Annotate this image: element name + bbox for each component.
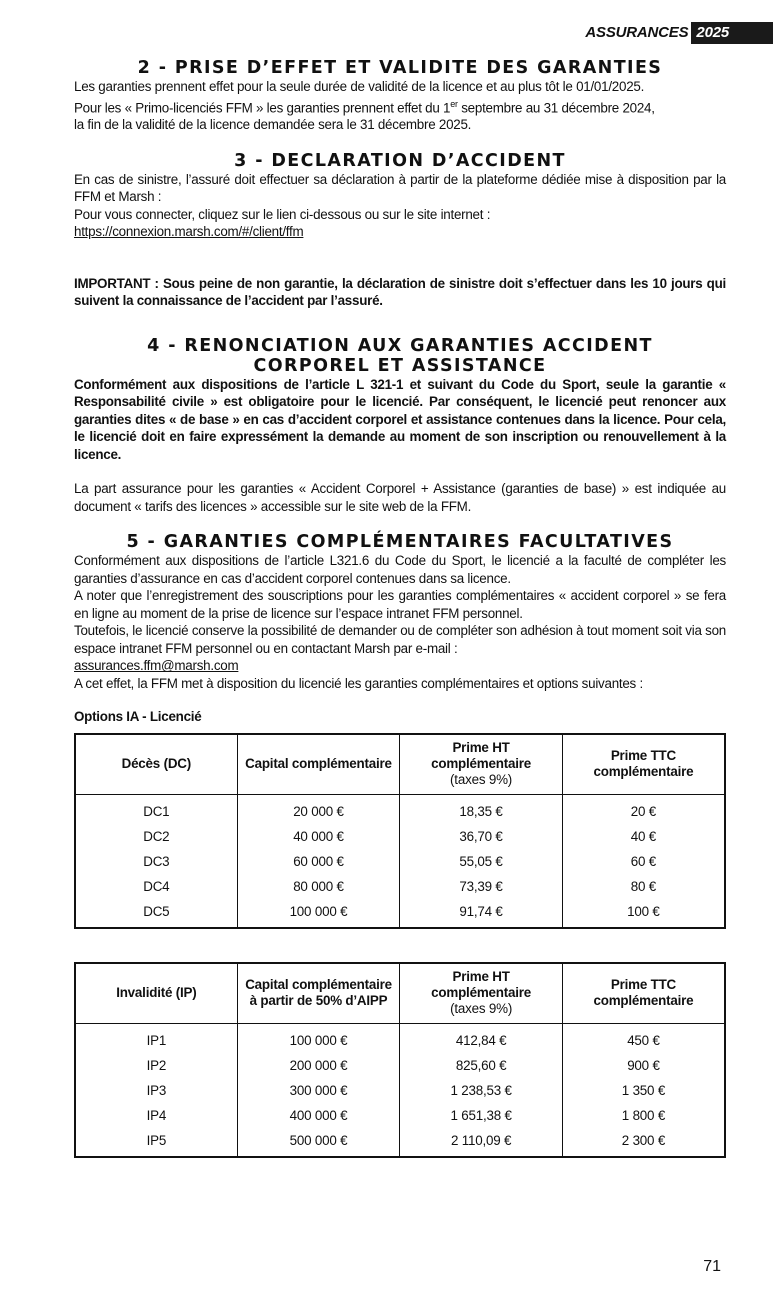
section-3-para-2: Pour vous connecter, cliquez sur le lien ci-dessous ou sur le site internet : bbox=[74, 206, 491, 222]
dc-header-guarantee: Décès (DC) bbox=[75, 734, 237, 794]
table-cell: 20 € bbox=[630, 803, 657, 819]
section-3-para-1: En cas de sinistre, l’assuré doit effectuer sa déclaration à partir de la plateforme dédiée mise à disposition par la FFM et Marsh : bbox=[74, 171, 726, 205]
dc-header-capital: Capital complémentaire bbox=[237, 734, 400, 794]
ip-header-prime-ht-label: Prime HT complémentaire bbox=[431, 969, 532, 1001]
table-cell: 2 300 € bbox=[621, 1132, 666, 1148]
table-cell: 80 € bbox=[630, 878, 657, 894]
table-cell: 500 000 € bbox=[237, 1128, 400, 1157]
section-4-para-2: La part assurance pour les garanties « Accident Corporel + Assistance (garanties de base) » est indiquée au document « tarifs des licences » accessible sur le site web de la FFM. bbox=[74, 481, 726, 514]
table-cell: 1 350 € bbox=[621, 1082, 666, 1098]
table-cell: 80 000 € bbox=[237, 874, 400, 899]
section-2-line-2b: septembre au 31 décembre 2024, bbox=[457, 99, 655, 115]
table-cell: DC5 bbox=[75, 899, 237, 928]
table-cell: 100 000 € bbox=[237, 1023, 400, 1053]
section-tag bbox=[585, 22, 773, 44]
table-cell: 55,05 € bbox=[400, 849, 563, 874]
page-number: 71 bbox=[703, 1258, 721, 1275]
table-cell: 2 110,09 € bbox=[400, 1128, 563, 1157]
invalidite-options-table bbox=[74, 962, 726, 1158]
table-cell: DC3 bbox=[75, 849, 237, 874]
table-row bbox=[75, 794, 725, 824]
dc-header-prime-ht-label: Prime HT complémentaire bbox=[431, 740, 531, 772]
important-notice: IMPORTANT : Sous peine de non garantie, la déclaration de sinistre doit s’effectuer dans les 10 jours qui suivent la connaissance de l’accident par l’assuré. bbox=[74, 275, 726, 309]
table-row bbox=[75, 1128, 725, 1157]
table-cell: 900 € bbox=[627, 1057, 660, 1073]
ip-header-capital: Capital complémentaire à partir de 50% d’AIPP bbox=[237, 963, 400, 1023]
dc-header-prime-ht bbox=[400, 734, 563, 794]
marsh-email-link[interactable]: assurances.ffm@marsh.com bbox=[74, 658, 239, 674]
table-row bbox=[75, 1078, 725, 1103]
table-row bbox=[75, 1053, 725, 1078]
table-cell: 1 651,38 € bbox=[400, 1103, 563, 1128]
section-4-title-line-1: 4 - RENONCIATION AUX GARANTIES ACCIDENT bbox=[147, 335, 653, 356]
section-2-line-2a: Pour les « Primo-licenciés FFM » les garanties prennent effet du 1 bbox=[74, 99, 451, 115]
table-cell: 100 000 € bbox=[237, 899, 400, 928]
ip-header-prime-ttc: Prime TTC complémentaire bbox=[562, 963, 725, 1023]
dc-header-prime-ttc: Prime TTC complémentaire bbox=[562, 734, 725, 794]
table-cell: DC2 bbox=[75, 824, 237, 849]
table-row bbox=[75, 824, 725, 849]
deces-options-table bbox=[74, 733, 726, 929]
table-cell: 200 000 € bbox=[237, 1053, 400, 1078]
section-2-line-2 bbox=[74, 96, 726, 117]
ip-header-guarantee: Invalidité (IP) bbox=[75, 963, 237, 1023]
table-cell: 412,84 € bbox=[400, 1023, 563, 1053]
table-row bbox=[75, 899, 725, 928]
section-5-para-3: Toutefois, le licencié conserve la possibilité de demander ou de compléter son adhésion à tout moment soit via son espace intranet FFM personnel ou en contactant Marsh par e-mail : bbox=[74, 623, 726, 656]
table-cell: 400 000 € bbox=[237, 1103, 400, 1128]
dc-header-taxes: (taxes 9%) bbox=[450, 772, 513, 788]
ip-header-taxes: (taxes 9%) bbox=[450, 1001, 513, 1017]
table-cell: 60 € bbox=[630, 853, 657, 869]
section-4-para-1: Conformément aux dispositions de l’article L 321-1 et suivant du Code du Sport, seule la garantie « Responsabilité civile » est obligatoire pour le licencié. Par conséquent, le licencié peut renoncer aux garanties dites « de base » en cas d’accident corporel et assistance contenues dans la licence. Pour cela, le licencié doit en faire expressément la demande au moment de son inscription ou renouvellement à la licence. bbox=[74, 376, 726, 462]
table-cell: IP5 bbox=[75, 1128, 237, 1157]
table-cell: IP3 bbox=[75, 1078, 237, 1103]
table-cell: 450 € bbox=[627, 1032, 660, 1048]
table-row bbox=[75, 874, 725, 899]
table-cell: 1 238,53 € bbox=[400, 1078, 563, 1103]
table-cell: 36,70 € bbox=[400, 824, 563, 849]
table-cell: DC1 bbox=[75, 794, 237, 824]
table-cell: 100 € bbox=[627, 903, 660, 919]
table-cell: 40 € bbox=[630, 828, 657, 844]
section-tag-word: ASSURANCES bbox=[585, 24, 689, 41]
section-5-para-1: Conformément aux dispositions de l’article L321.6 du Code du Sport, le licencié a la faculté de compléter les garanties d’assurance en cas d’accident corporel contenues dans sa licence. bbox=[74, 553, 726, 586]
table-cell: IP4 bbox=[75, 1103, 237, 1128]
table-row bbox=[75, 1023, 725, 1053]
table-cell: 1 800 € bbox=[621, 1107, 666, 1123]
table-cell: 20 000 € bbox=[237, 794, 400, 824]
section-2-line-1: Les garanties prennent effet pour la seule durée de validité de la licence et au plus tôt le 01/01/2025. bbox=[74, 79, 645, 94]
table-row bbox=[75, 849, 725, 874]
table-cell: DC4 bbox=[75, 874, 237, 899]
section-3-title: 3 - DECLARATION D’ACCIDENT bbox=[234, 150, 566, 171]
table-cell: 60 000 € bbox=[237, 849, 400, 874]
table-cell: 40 000 € bbox=[237, 824, 400, 849]
table-cell: 73,39 € bbox=[400, 874, 563, 899]
table-cell: 18,35 € bbox=[400, 794, 563, 824]
table-row bbox=[75, 1103, 725, 1128]
section-2-title: 2 - PRISE D’EFFET ET VALIDITE DES GARANTIES bbox=[137, 58, 663, 78]
section-5-para-4: A cet effet, la FFM met à disposition du licencié les garanties complémentaires et options suivantes : bbox=[74, 675, 643, 691]
section-5-para-2: A noter que l’enregistrement des souscriptions pour les garanties complémentaires « accident corporel » se fera en ligne au moment de la prise de licence sur l’espace intranet FFM personnel. bbox=[74, 588, 726, 621]
page-content bbox=[74, 58, 726, 726]
ip-header-prime-ht bbox=[400, 963, 563, 1023]
options-title: Options IA - Licencié bbox=[74, 709, 202, 725]
table-cell: IP2 bbox=[75, 1053, 237, 1078]
section-4-title-line-2: CORPOREL ET ASSISTANCE bbox=[253, 355, 547, 376]
section-tag-year: 2025 bbox=[691, 22, 773, 44]
table-cell: 91,74 € bbox=[400, 899, 563, 928]
table-cell: 300 000 € bbox=[237, 1078, 400, 1103]
section-2-line-3: la fin de la validité de la licence demandée sera le 31 décembre 2025. bbox=[74, 117, 472, 133]
section-5-title: 5 - GARANTIES COMPLÉMENTAIRES FACULTATIVES bbox=[126, 532, 674, 553]
table-cell: 825,60 € bbox=[400, 1053, 563, 1078]
table-cell: IP1 bbox=[75, 1023, 237, 1053]
marsh-claims-link[interactable]: https://connexion.marsh.com/#/client/ffm bbox=[74, 224, 304, 240]
ordinal-sup: er bbox=[450, 98, 458, 109]
